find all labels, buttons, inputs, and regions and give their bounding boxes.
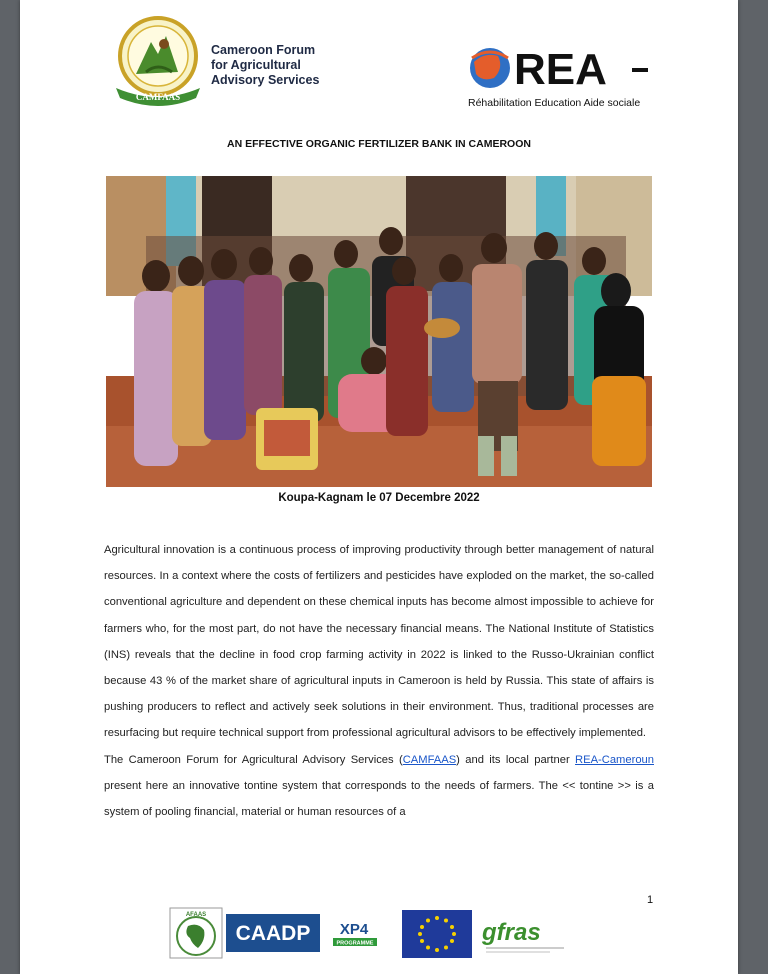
xp4-logo xyxy=(324,914,386,952)
document-title: AN EFFECTIVE ORGANIC FERTILIZER BANK IN CAMEROON xyxy=(227,138,531,150)
gfras-logo xyxy=(481,919,564,952)
group-photo xyxy=(106,176,652,487)
photo-caption: Koupa-Kagnam le 07 Decembre 2022 xyxy=(278,492,480,504)
rea-cameroun-link[interactable]: REA-Cameroun xyxy=(575,753,654,766)
xp4-label: XP4 xyxy=(339,921,369,938)
footer-logos xyxy=(20,900,738,964)
eu-flag-icon xyxy=(402,910,472,958)
caadp-label: CAADP xyxy=(235,922,311,945)
paragraph-2-part-1: The Cameroon Forum for Agricultural Advisory Services ( xyxy=(104,753,403,766)
camfaas-name xyxy=(211,43,319,88)
caadp-logo xyxy=(226,914,320,952)
rea-wordmark: REA xyxy=(514,45,607,92)
afaas-label: AFAAS xyxy=(185,912,207,918)
paragraph-2 xyxy=(104,747,654,826)
paragraph-2-part-3: present here an innovative tontine system that corresponds to the needs of farmers. The << tontine >> is a system of pooling financial, material or human resources of a xyxy=(104,779,654,819)
afaas-logo xyxy=(170,908,222,958)
paragraph-2-part-2: ) and its local partner xyxy=(456,753,576,766)
page-number: 1 xyxy=(647,894,654,906)
rea-subtitle: Réhabilitation Education Aide sociale xyxy=(468,97,641,109)
camfaas-logo xyxy=(106,14,210,110)
document-page xyxy=(20,0,738,974)
paragraph-1: Agricultural innovation is a continuous process of improving productivity through better management of natural resources. In a context where the costs of fertilizers and pesticides have exploded on the market, the so-called conventional agriculture and dependent on these chemical inputs has become almost impossible to achieve for farmers who, for the most part, do not have the necessary financial means. The National Institute of Statistics (INS) reveals that the decline in food crop farming activity in 2022 is linked to the Russo-Ukrainian conflict because 43 % of the market share of agricultural inputs in Cameroon is held by Russia. This state of affairs is pushing producers to reflect and actively seek solutions in their environment. Thus, traditional processes are resurfacing but require technical support from professional agricultural advisors to be effectively implemented. xyxy=(104,544,654,740)
gfras-label: gfras xyxy=(482,919,541,946)
body-text xyxy=(104,537,654,825)
camfaas-banner-text: CAMFAAS xyxy=(135,92,181,102)
camfaas-name-line-1: Cameroon Forum xyxy=(211,43,316,57)
rea-logo xyxy=(464,44,650,92)
xp4-sub: PROGRAMME xyxy=(336,940,374,947)
camfaas-name-line-3: Advisory Services xyxy=(211,73,320,87)
camfaas-name-line-2: for Agricultural xyxy=(211,58,301,72)
camfaas-link[interactable]: CAMFAAS xyxy=(402,753,457,766)
